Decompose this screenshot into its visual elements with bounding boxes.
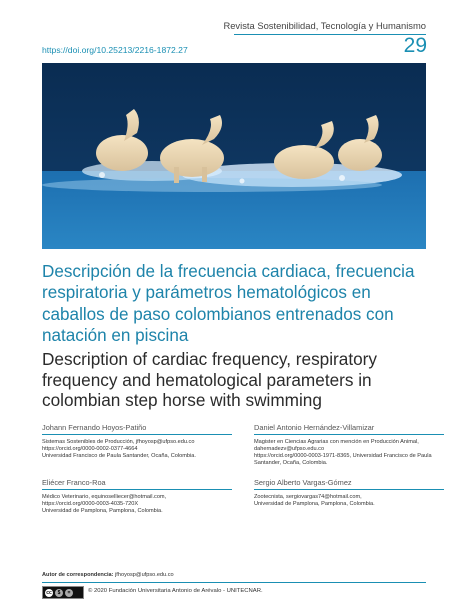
noderivatives-icon: =: [65, 589, 73, 597]
copyright-text: © 2020 Fundación Universitaria Antonio de Arévalo - UNITECNAR.: [88, 588, 263, 594]
author-affiliation-line: Universidad de Pamplona, Pamplona, Colombia.: [254, 500, 375, 507]
author-name: Sergio Alberto Vargas-Gómez: [254, 478, 444, 490]
author-name: Daniel Antonio Hernández-Villamizar: [254, 423, 444, 435]
author-affiliation-line: Universidad Francisco de Paula Santander, Ocaña, Colombia.: [42, 452, 196, 459]
author-block: [254, 478, 444, 508]
horses-in-water-image: [42, 63, 426, 249]
author-affiliation-line: Zootecnista, sergiovargas74@hotmail.com,: [254, 494, 362, 500]
doi-link[interactable]: https://doi.org/10.25213/2216-1872.27: [42, 45, 188, 55]
author-affiliation-line: Sistemas Sostenibles de Producción, jfhoyosp@ufpso.edu.co: [42, 439, 195, 445]
author-name: Johann Fernando Hoyos-Patiño: [42, 423, 232, 435]
correspondence-label: Autor de correspondencia:: [42, 572, 114, 578]
correspondence-email[interactable]: jfhoyosp@ufpso.edu.co: [115, 572, 174, 578]
correspondence-note: [42, 572, 174, 578]
author-block: [254, 423, 444, 467]
author-affiliation-line: Médico Veterinario, equinoselliecer@hotmail.com,: [42, 494, 167, 500]
author-block: [42, 478, 232, 515]
author-affiliation-line: Universidad de Pamplona, Pamplona, Colombia.: [42, 507, 163, 514]
author-name: Eliécer Franco-Roa: [42, 478, 232, 490]
footer-rule: [42, 582, 426, 583]
title-english: Description of cardiac frequency, respiratory frequency and hematological parameters in colombian step horse with swimming: [42, 349, 377, 410]
cc-icon: cc: [46, 589, 52, 596]
page-number: 29: [403, 34, 427, 57]
header-rule: [234, 34, 426, 35]
journal-name: Revista Sostenibilidad, Tecnología y Humanismo: [223, 20, 426, 31]
author-orcid[interactable]: https://orcid.org/0000-0002-0377-4664: [42, 445, 138, 452]
author-block: [42, 423, 232, 460]
author-orcid[interactable]: https://orcid.org/0000-0003-1971-8365, Universidad Francisco de Paula Santander, Ocaña, Colombia.: [254, 452, 432, 466]
author-orcid[interactable]: https://orcid.org/0000-0003-4035-720X: [42, 500, 139, 507]
author-affiliation-line: Magister en Ciencias Agrarias con mención en Producción Animal, dahernadezv@ufpso.edu.co: [254, 439, 419, 452]
cc-license-badge[interactable]: [42, 586, 84, 599]
title-spanish: Descripción de la frecuencia cardiaca, frecuencia respiratoria y parámetros hematológicos en caballos de paso colombianos entrenados con natación en piscina: [42, 262, 415, 345]
cover-photo: [42, 63, 426, 249]
noncommercial-icon: $: [55, 589, 63, 597]
